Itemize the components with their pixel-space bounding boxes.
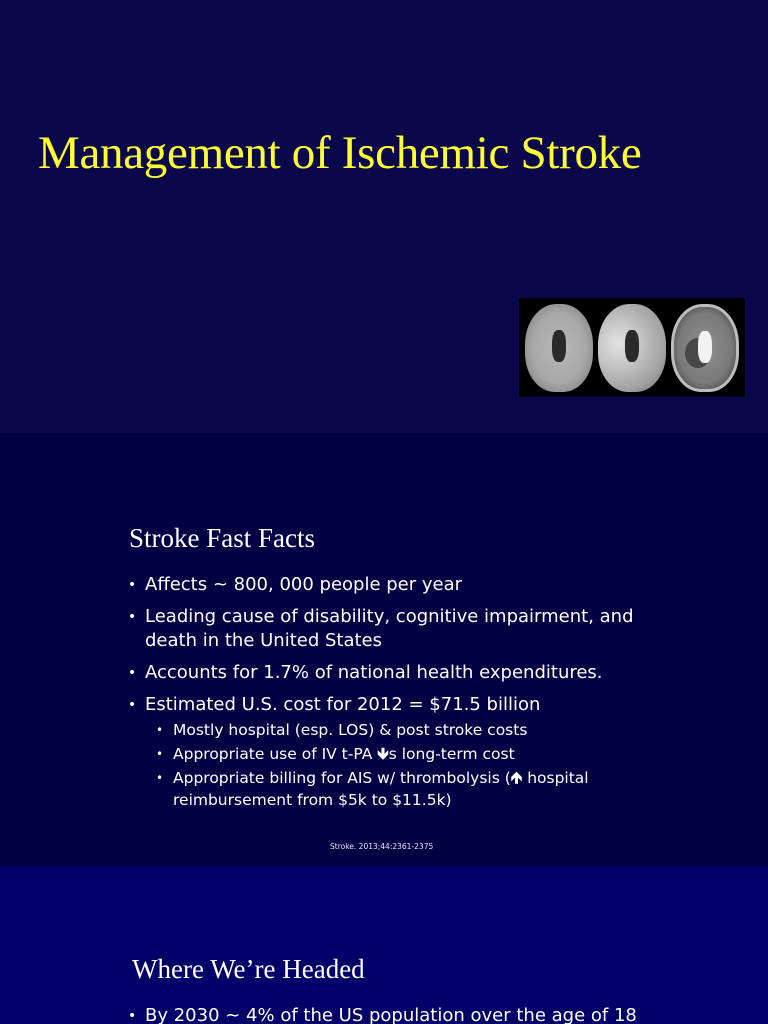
slide-title <box>0 0 768 433</box>
sub-bullet-item <box>156 743 648 765</box>
sub-bullet-item: • Mostly hospital (esp. LOS) & post stroke costs <box>156 719 648 741</box>
slide-stroke-fast-facts <box>0 433 768 866</box>
mri-panel-3 <box>671 304 739 392</box>
slide-title-heading: Management of Ischemic Stroke <box>38 127 642 179</box>
bullet-item: • Leading cause of disability, cognitive impairment, and death in the United States <box>128 605 648 653</box>
bullet-item: • By 2030 ~ 4% of the US population over the age of 18 <box>128 1004 648 1024</box>
bullet-list <box>128 573 648 813</box>
sub-bullet-text: Appropriate use of IV t-PA <box>173 745 378 763</box>
sub-bullet-text: hospital reimbursement from $5k to $11.5k) <box>173 769 589 809</box>
bullet-item: • Affects ~ 800, 000 people per year <box>128 573 648 597</box>
bullet-item: • Accounts for 1.7% of national health expenditures. <box>128 661 648 685</box>
citation: Stroke. 2013;44:2361-2375 <box>330 842 434 851</box>
up-arrow-icon: 🡹 <box>510 768 523 787</box>
mri-panel-2 <box>598 304 666 392</box>
slide-heading: Stroke Fast Facts <box>129 523 315 553</box>
bullet-list <box>128 1004 648 1024</box>
sub-bullet-text: Appropriate billing for AIS w/ thrombolysis ( <box>173 769 511 787</box>
bullet-item: • Estimated U.S. cost for 2012 = $71.5 billion <box>128 693 648 717</box>
mri-panel-1 <box>525 304 593 392</box>
down-arrow-icon: 🡻 <box>377 744 389 763</box>
sub-bullet-item <box>156 767 648 811</box>
slide-where-were-headed <box>0 866 768 1024</box>
slide-heading: Where We’re Headed <box>132 954 365 984</box>
brain-mri-image <box>519 298 745 397</box>
sub-bullet-text: s long-term cost <box>388 745 515 763</box>
